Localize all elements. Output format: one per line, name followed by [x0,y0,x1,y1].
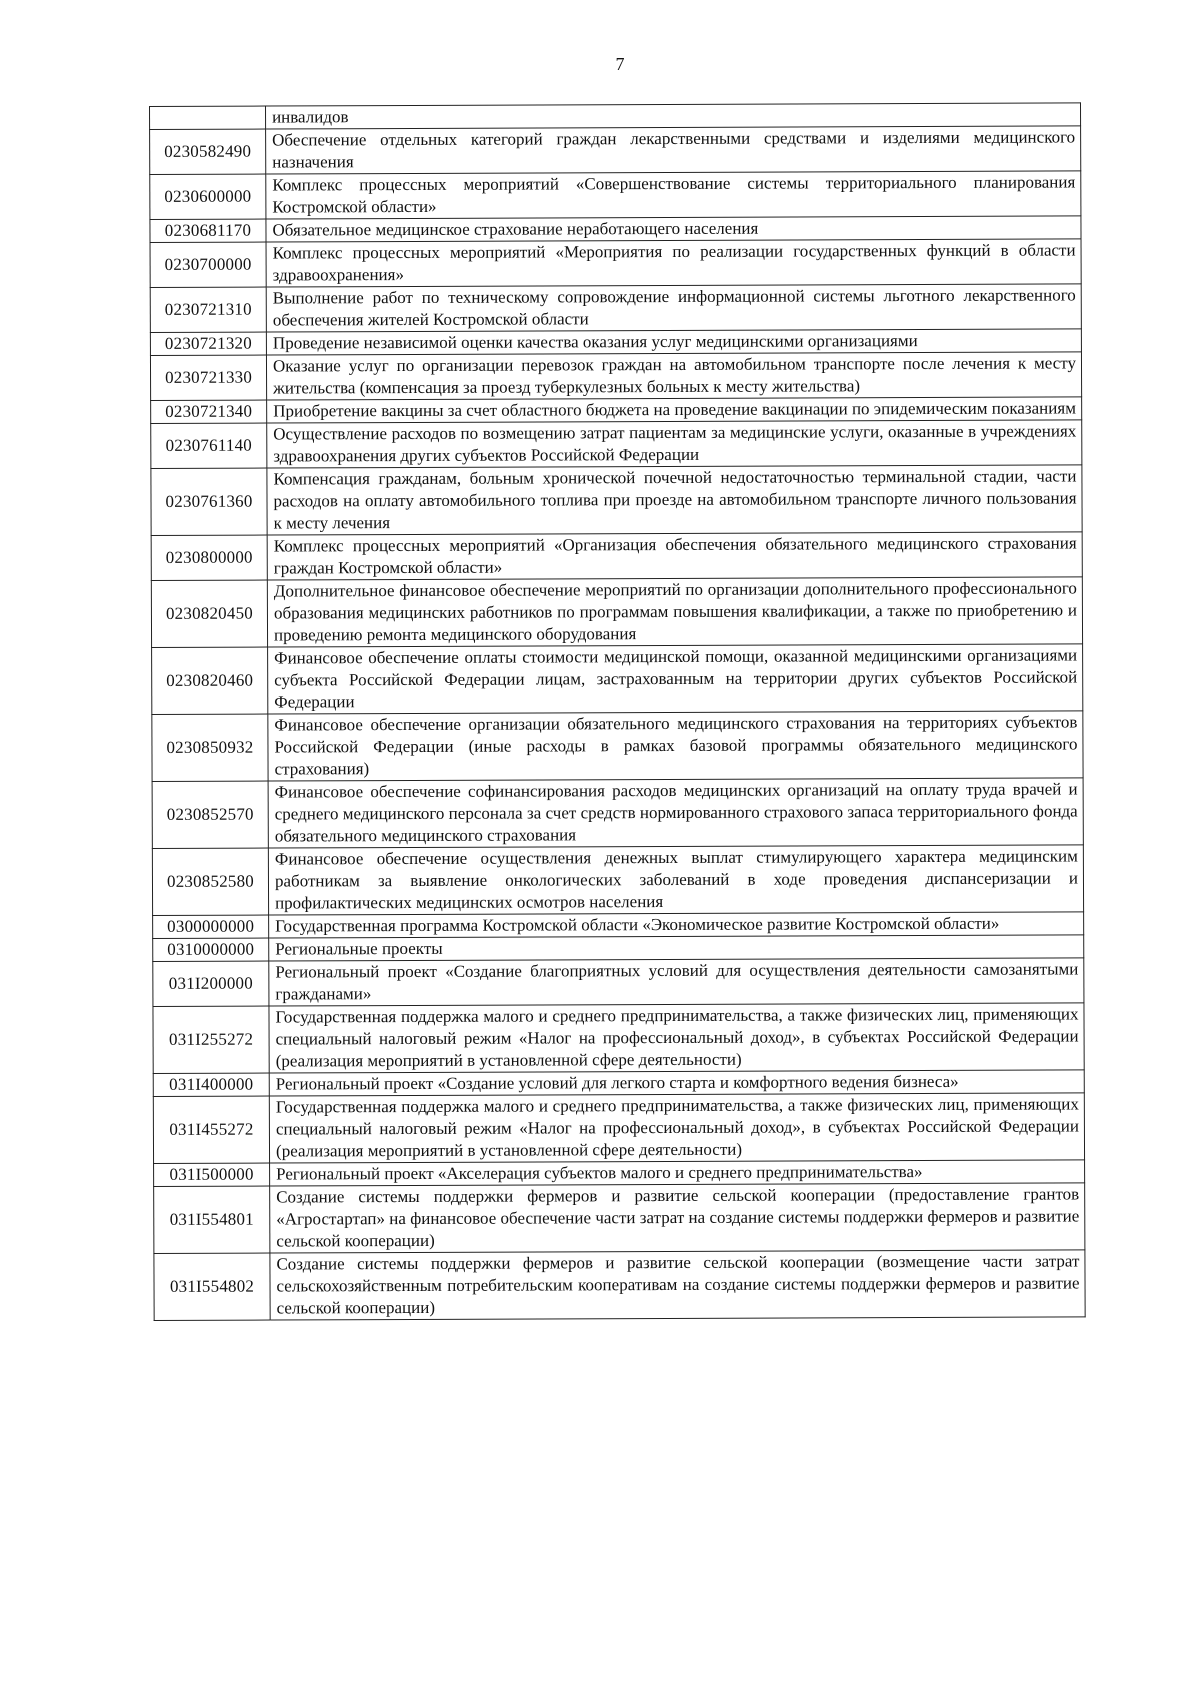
table-row [150,352,1081,401]
table-row [150,126,1081,175]
target-article-code-cell: 0230721330 [150,355,266,400]
target-article-code-cell: 0310000000 [153,938,269,961]
target-article-name-cell: Региональный проект «Создание условий для легкого старта и комфортного ведения бизнеса» [269,1070,1084,1096]
target-article-name-cell: Финансовое обеспечение осуществления денежных выплат стимулирующего характера медицинским работникам за выявление онкологических заболеваний в ходе проведения диспансеризации и профилактических медицинских осмотров населения [268,845,1083,915]
table-row [152,711,1083,782]
table-row [150,239,1081,288]
budget-classification-table [149,102,1086,1321]
target-article-code-cell: 031I500000 [154,1163,270,1186]
target-article-code-cell: 0230820460 [152,647,268,714]
target-article-code-cell: 031I200000 [153,961,269,1006]
target-article-code-cell: 0230820450 [151,580,267,647]
target-article-name-cell: Комплекс процессных мероприятий «Организация обеспечения обязательного медицинского страхования граждан Костромской области» [267,532,1082,580]
table-row [153,1070,1084,1097]
table-row [152,778,1083,849]
target-article-name-cell: Оказание услуг по организации перевозок граждан на автомобильном транспорте после лечения к месту жительства (компенсация за проезд туберкулезных больных к месту жительства) [266,352,1081,400]
target-article-name-cell: Государственная программа Костромской области «Экономическое развитие Костромской области» [269,912,1084,938]
target-article-code-cell: 0230761140 [151,423,267,468]
target-article-name-cell: Дополнительное финансовое обеспечение мероприятий по организации дополнительного профессионального образования медицинских работников по программам повышения квалификации, а также по приобретению и проведению ремонта медицинского оборудования [267,577,1082,647]
table-row [150,284,1081,333]
table-row [151,577,1082,648]
table-row [153,958,1084,1007]
table-row [152,845,1083,916]
target-article-name-cell: Региональный проект «Создание благоприятных условий для осуществления деятельности самозанятыми гражданами» [269,958,1084,1006]
table-row [153,1003,1084,1074]
table-row [153,912,1084,939]
target-article-code-cell: 031I455272 [153,1096,269,1163]
target-article-code-cell: 0230852570 [152,781,268,848]
table-row [154,1183,1085,1254]
table-row [150,171,1081,220]
target-article-code-cell: 031I255272 [153,1006,269,1073]
target-article-name-cell: Государственная поддержка малого и среднего предпринимательства, а также физических лиц, применяющих специальный налоговый режим «Налог на профессиональный доход», в субъектах Российской Федерации (реализация мероприятий в установленной сфере деятельности) [269,1093,1084,1163]
target-article-name-cell: Обязательное медицинское страхование неработающего населения [266,216,1081,242]
target-article-name-cell: Обеспечение отдельных категорий граждан лекарственными средствами и изделиями медицинского назначения [266,126,1081,174]
target-article-name-cell: Компенсация гражданам, больным хронической почечной недостаточностью терминальной стадии, части расходов на оплату автомобильного топлива при проезде на автомобильном транспорте личного пользования к месту лечения [267,465,1082,535]
target-article-name-cell: Создание системы поддержки фермеров и развитие сельской кооперации (предоставление грантов «Агростартап» на финансовое обеспечение части затрат на создание системы поддержки фермеров и развитие сельской кооперации) [270,1183,1085,1253]
target-article-code-cell: 0230721320 [150,332,266,355]
target-article-name-cell: Финансовое обеспечение софинансирования расходов медицинских организаций на оплату труда врачей и среднего медицинского персонала за счет средств нормированного страхового запаса территориального фонда обязательного медицинского страхования [268,778,1083,848]
target-article-code-cell: 0230582490 [150,129,266,174]
target-article-name-cell: Создание системы поддержки фермеров и развитие сельской кооперации (возмещение части затрат сельскохозяйственным потребительским кооперативам на создание системы поддержки фермеров и развитие сельской кооперации) [270,1250,1085,1320]
target-article-code-cell: 0230681170 [150,219,266,242]
target-article-name-cell: Финансовое обеспечение оплаты стоимости медицинской помощи, оказанной медицинскими организациями субъекта Российской Федерации лицам, застрахованным на территории других субъектов Российской Федерации [268,644,1083,714]
target-article-code-cell [150,106,266,129]
table-row [151,532,1082,581]
target-article-code-cell: 031I554801 [154,1186,270,1253]
target-article-name-cell: Выполнение работ по техническому сопровождение информационной системы льготного лекарственного обеспечения жителей Костромской области [266,284,1081,332]
table-row [153,1093,1084,1164]
table-row [152,644,1083,715]
table-row [151,420,1082,469]
target-article-name-cell: инвалидов [266,103,1081,129]
target-article-code-cell: 0230721310 [150,287,266,332]
table-row [151,397,1082,424]
table-row [151,465,1082,536]
target-article-name-cell: Осуществление расходов по возмещению затрат пациентам за медицинские услуги, оказанные в учреждениях здравоохранения других субъектов Российской Федерации [267,420,1082,468]
target-article-name-cell: Региональный проект «Акселерация субъектов малого и среднего предпринимательства» [270,1160,1085,1186]
target-article-code-cell: 0230800000 [151,535,267,580]
target-article-name-cell: Государственная поддержка малого и среднего предпринимательства, а также физических лиц, применяющих специальный налоговый режим «Налог на профессиональный доход», в субъектах Российской Федерации (реализация мероприятий в установленной сфере деятельности) [269,1003,1084,1073]
target-article-code-cell: 031I554802 [154,1253,270,1320]
target-article-code-cell: 0230721340 [151,400,267,423]
table-body [150,103,1086,1321]
target-article-name-cell: Проведение независимой оценки качества оказания услуг медицинскими организациями [266,329,1081,355]
target-article-name-cell: Финансовое обеспечение организации обязательного медицинского страхования на территориях субъектов Российской Федерации (иные расходы в рамках базовой программы обязательного медицинского страхования) [268,711,1083,781]
target-article-name-cell: Комплекс процессных мероприятий «Мероприятия по реализации государственных функций в области здравоохранения» [266,239,1081,287]
target-article-code-cell: 0230852580 [152,848,268,915]
target-article-code-cell: 0230700000 [150,242,266,287]
target-article-code-cell: 0300000000 [153,915,269,938]
target-article-code-cell: 0230850932 [152,714,268,781]
page-number: 7 [615,54,625,74]
target-article-code-cell: 031I400000 [153,1073,269,1096]
table-row [154,1250,1085,1321]
target-article-code-cell: 0230600000 [150,174,266,219]
target-article-name-cell: Региональные проекты [269,935,1084,961]
target-article-name-cell: Комплекс процессных мероприятий «Совершенствование системы территориального планирования Костромской области» [266,171,1081,219]
target-article-name-cell: Приобретение вакцины за счет областного бюджета на проведение вакцинации по эпидемическим показаниям [267,397,1082,423]
target-article-code-cell: 0230761360 [151,468,267,535]
